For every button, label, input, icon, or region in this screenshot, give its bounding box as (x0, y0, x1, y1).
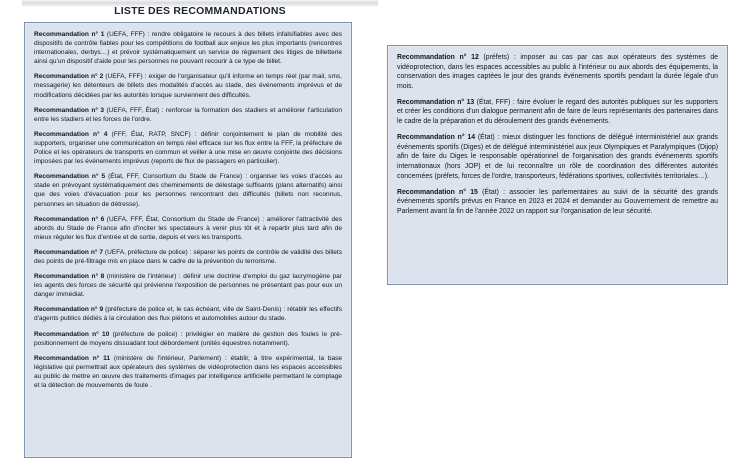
recommendation-actors: (UEFA, FFF) (106, 31, 145, 38)
recommendation-label: Recommandation n° 2 (34, 73, 104, 81)
recommendation-text: : rendre obligatoire le recours à des billets infalsifiables avec des dispositifs de contrôle fiables pour les compétitions de football aux enjeux les plus importants (rencontres internationales, derbys…) et prévoir systématiquement un service de règlement des litiges de billetterie ainsi qu'un dispositif d'aide pour les personnes ne pouvant recourir à ce type de billet. (34, 31, 342, 66)
recommendation-text: : définir une doctrine d'emploi du gaz lacrymogène par les agents des forces de sécurité qui prévienne l'exposition de personnes ne présentant pas pour eux un danger immédiat. (34, 273, 342, 299)
recommendation-item (397, 133, 718, 181)
recommendation-item (34, 248, 342, 266)
recommendation-item (34, 172, 342, 208)
recommendation-label: Recommandation n° 12 (397, 54, 479, 61)
recommendation-actors: (UEFA, FFF, État) (106, 106, 160, 114)
recommendation-label: Recommandation n° 13 (397, 98, 475, 106)
recommendation-item (34, 354, 342, 390)
recommendations-column-right (387, 45, 728, 285)
recommendation-text: : imposer au cas par cas aux opérateurs des systèmes de vidéoprotection, dans les espaces accessibles au public à l'intérieur ou aux abords des équipements, la conservation des images captées le jour des grands événements sportifs pendant la durée légale d'un mois. (397, 54, 718, 90)
recommendation-actors: (UEFA, FFF) (105, 73, 143, 81)
recommendation-actors: (UEFA, FFF, État, Consortium du Stade de France) (106, 215, 260, 223)
recommendation-label: Recommandation n° 10 (34, 330, 110, 338)
recommendation-actors: (FFF, État, RATP, SNCF) (111, 130, 191, 138)
recommendation-item (34, 272, 342, 299)
recommendation-actors: (État) (477, 134, 495, 142)
recommendation-text: : renforcer la formation des stadiers et améliorer l'articulation entre les stadiers et les forces de l'ordre. (34, 106, 342, 123)
recommendation-actors: (préfecture de police) (112, 330, 178, 338)
recommendation-item (397, 188, 718, 217)
recommendation-text: : mieux distinguer les fonctions de délégué interministériel aux grands événements sportifs (Diges) et de délégué interministériel aux jeux Olympiques et Paralympiques (Dijop) afin de faire du Diges le responsable opérationnel de l'organisation des grands événements sportifs internationaux (hors JOP) et de lui reconnaître un rôle de coordination des différentes autorités concernées (préfets, forces de l'ordre, transporteurs, fédérations sportives, collectivités territoriales…). (397, 134, 718, 180)
recommendation-item (397, 98, 718, 127)
recommendation-actors: (UEFA, préfecture de police) (104, 248, 188, 256)
recommendation-text: : établir, à titre expérimental, la base législative qui permettrait aux opérateurs des systèmes de vidéoprotection dans les espaces accessibles au public de mettre en œuvre des traitements d'images par intelligence artificielle permettant le comptage et la détection de mouvements de foule . (34, 354, 343, 389)
recommendation-text: : privilégier en matière de gestion des foules le pré-positionnement de moyens dissuadant tout débordement (unités équestres notamment). (34, 330, 342, 347)
recommendation-label: Recommandation n° 15 (397, 188, 478, 196)
recommendation-actors: (ministère de l'intérieur, Parlement) (113, 354, 222, 362)
recommendation-actors: (État, FFF) (476, 98, 511, 106)
page-title: LISTE DES RECOMMANDATIONS (114, 5, 286, 17)
recommendation-item (34, 330, 342, 348)
recommendation-item (34, 215, 342, 242)
recommendation-label: Recommandation n° 8 (34, 273, 105, 281)
recommendation-text: : rétablir les effectifs d'agents publics dédiés à la circulation des flux piétons et automobiles autour du stade. (34, 306, 342, 323)
recommendation-label: Recommandation n° 11 (34, 354, 111, 362)
recommendation-item (34, 30, 342, 66)
recommendation-text: : associer les parlementaires au suivi de la sécurité des grands événements sportifs prévus en France en 2023 et 2024 et demander au Gouvernement de remettre au Parlement avant la fin de l'année 2022 un rapport sur l'organisation de leur sécurité. (397, 188, 718, 215)
recommendation-actors: (préfecture de police et, le cas échéant, ville de Saint-Denis) (105, 306, 282, 314)
recommendation-label: Recommandation n° 6 (34, 215, 105, 223)
recommendation-text: : améliorer l'attractivité des abords du Stade de France afin d'inciter les spectateurs à venir plus tôt et à repartir plus tard afin de mieux réguler les flux d'entrée et de sortie, depuis et vers les transports. (34, 215, 343, 241)
recommendation-actors: (État) (482, 188, 499, 196)
recommendation-label: Recommandation n° 4 (34, 130, 108, 138)
recommendation-label: Recommandation n° 1 (34, 31, 105, 38)
recommendation-actors: (préfets) (483, 54, 510, 61)
recommendation-text: : définir conjointement le plan de mobilité des supporters, organiser une communication en temps réel efficace sur les flux entre la FFF, la préfecture de Police et les opérateurs de transports en commun et veiller à une mise en œuvre conjointe des décisions imposées par les événements imprévus (reports de flux de passagers en particulier). (34, 130, 342, 166)
recommendation-item (34, 305, 342, 323)
recommendation-item (397, 53, 718, 91)
recommendation-text: : exiger de l'organisateur qu'il informe en temps réel (par mail, sms, messagerie) les détenteurs de billets des modalités d'accès au stade, des événements imprévus et de modifications décidées par les autorités lorsque surviennent des difficultés. (34, 73, 342, 99)
recommendation-item (34, 130, 342, 166)
recommendation-label: Recommandation n° 9 (34, 306, 104, 314)
recommendation-text: : séparer les points de contrôle de validité des billets des points de pré-filtrage mis en place dans le cadre de la prévention du terrorisme. (34, 248, 343, 265)
recommendation-label: Recommandation n° 3 (34, 106, 105, 114)
recommendation-label: Recommandation n° 5 (34, 173, 106, 181)
recommendation-actors: (État, FFF, Consortium du Stade de France) (108, 173, 243, 181)
recommendation-text: : organiser les voies d'accès au stade en prévoyant systématiquement des cheminements de délestage suffisants (plans alternatifs) ainsi que des voies d'évacuation pour les personnes rencontrant des difficultés (billets non reconnus, personnes en situation de détresse). (34, 173, 343, 208)
recommendation-item (34, 106, 342, 124)
recommendation-actors: (ministère de l'intérieur) (106, 273, 177, 281)
recommendation-label: Recommandation n° 7 (34, 248, 103, 256)
recommendations-column-left (24, 22, 352, 458)
recommendation-item (34, 72, 342, 99)
recommendation-text: : faire évoluer le regard des autorités publiques sur les supporters et créer les conditions d'un dialogue permanent afin de faire de leurs représentants des partenaires dans le cadre de la préparation et du déroulement des grands événements. (397, 98, 719, 126)
recommendation-label: Recommandation n° 14 (397, 134, 476, 142)
